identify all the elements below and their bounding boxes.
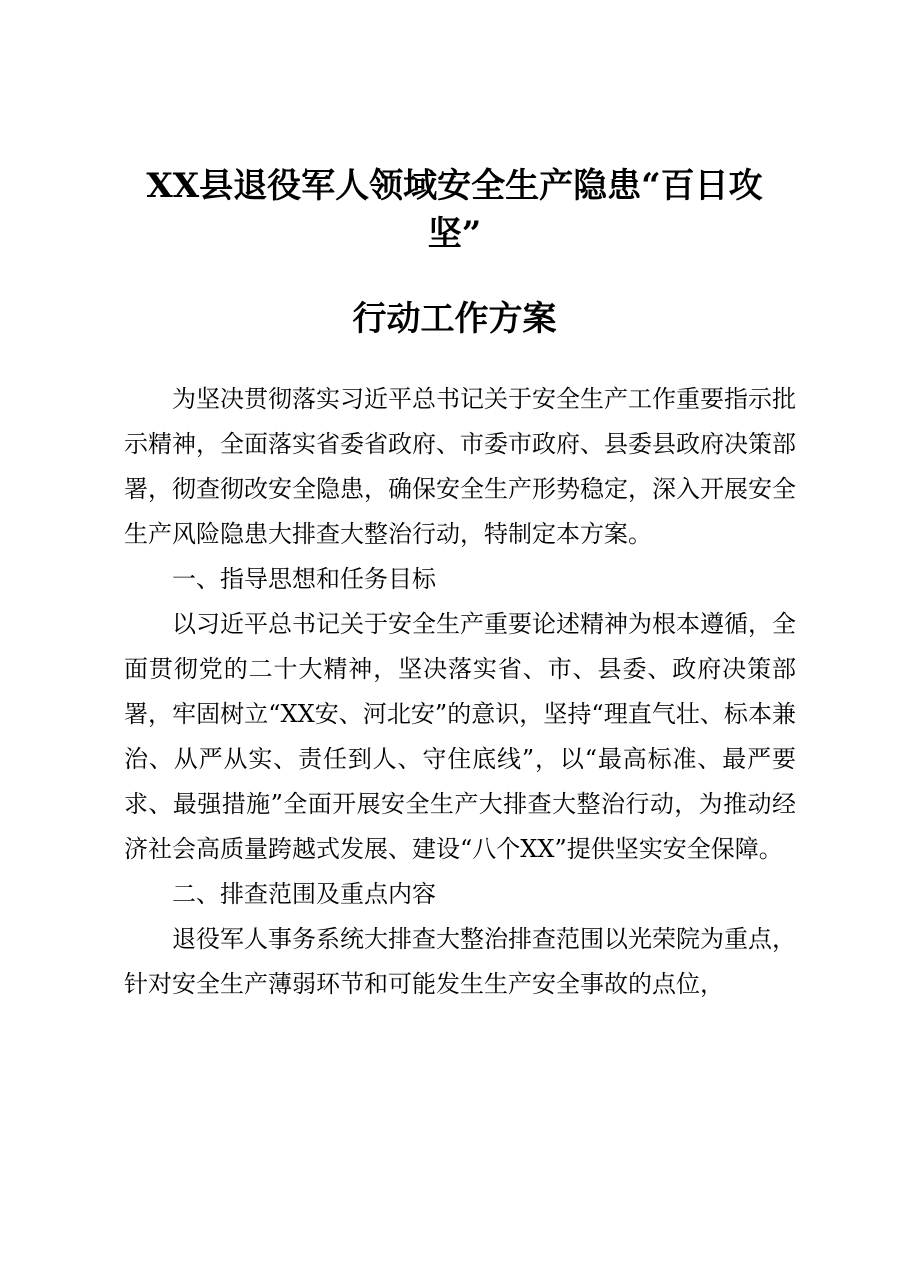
section-2-paragraph: 退役军人事务系统大排查大整治排查范围以光荣院为重点，针对安全生产薄弱环节和可能发生生产安全事故的点位， — [124, 925, 796, 998]
document-title-line-1: XX县退役军人领域安全生产隐患“百日攻 — [146, 166, 763, 206]
document-subtitle: 行动工作方案 — [352, 299, 557, 339]
section-1-paragraph: 以习近平总书记关于安全生产重要论述精神为根本遵循，全面贯彻党的二十大精神，坚决落实省、市、县委、政府决策部署，牢固树立“XX安、河北安”的意识，坚持“理直气壮、标本兼治、从严从实、责任到人、守住底线”，以“最高标准、最严要求、最强措施”全面开展安全生产大排查大整治行动，为推动经济社会高质量跨越式发展、建设“八个XX”提供坚实安全保障。 — [124, 610, 796, 863]
intro-paragraph: 为坚决贯彻落实习近平总书记关于安全生产工作重要指示批示精神，全面落实省委省政府、市委市政府、县委县政府决策部署，彻查彻改安全隐患，确保安全生产形势稳定，深入开展安全生产风险隐患大排查大整治行动，特制定本方案。 — [124, 385, 796, 548]
document-title-line-2: 坚” — [427, 214, 482, 254]
document-body — [124, 377, 796, 1007]
section-heading-1: 一、指导思想和任务目标 — [172, 565, 436, 593]
section-heading-2: 二、排查范围及重点内容 — [172, 880, 436, 908]
